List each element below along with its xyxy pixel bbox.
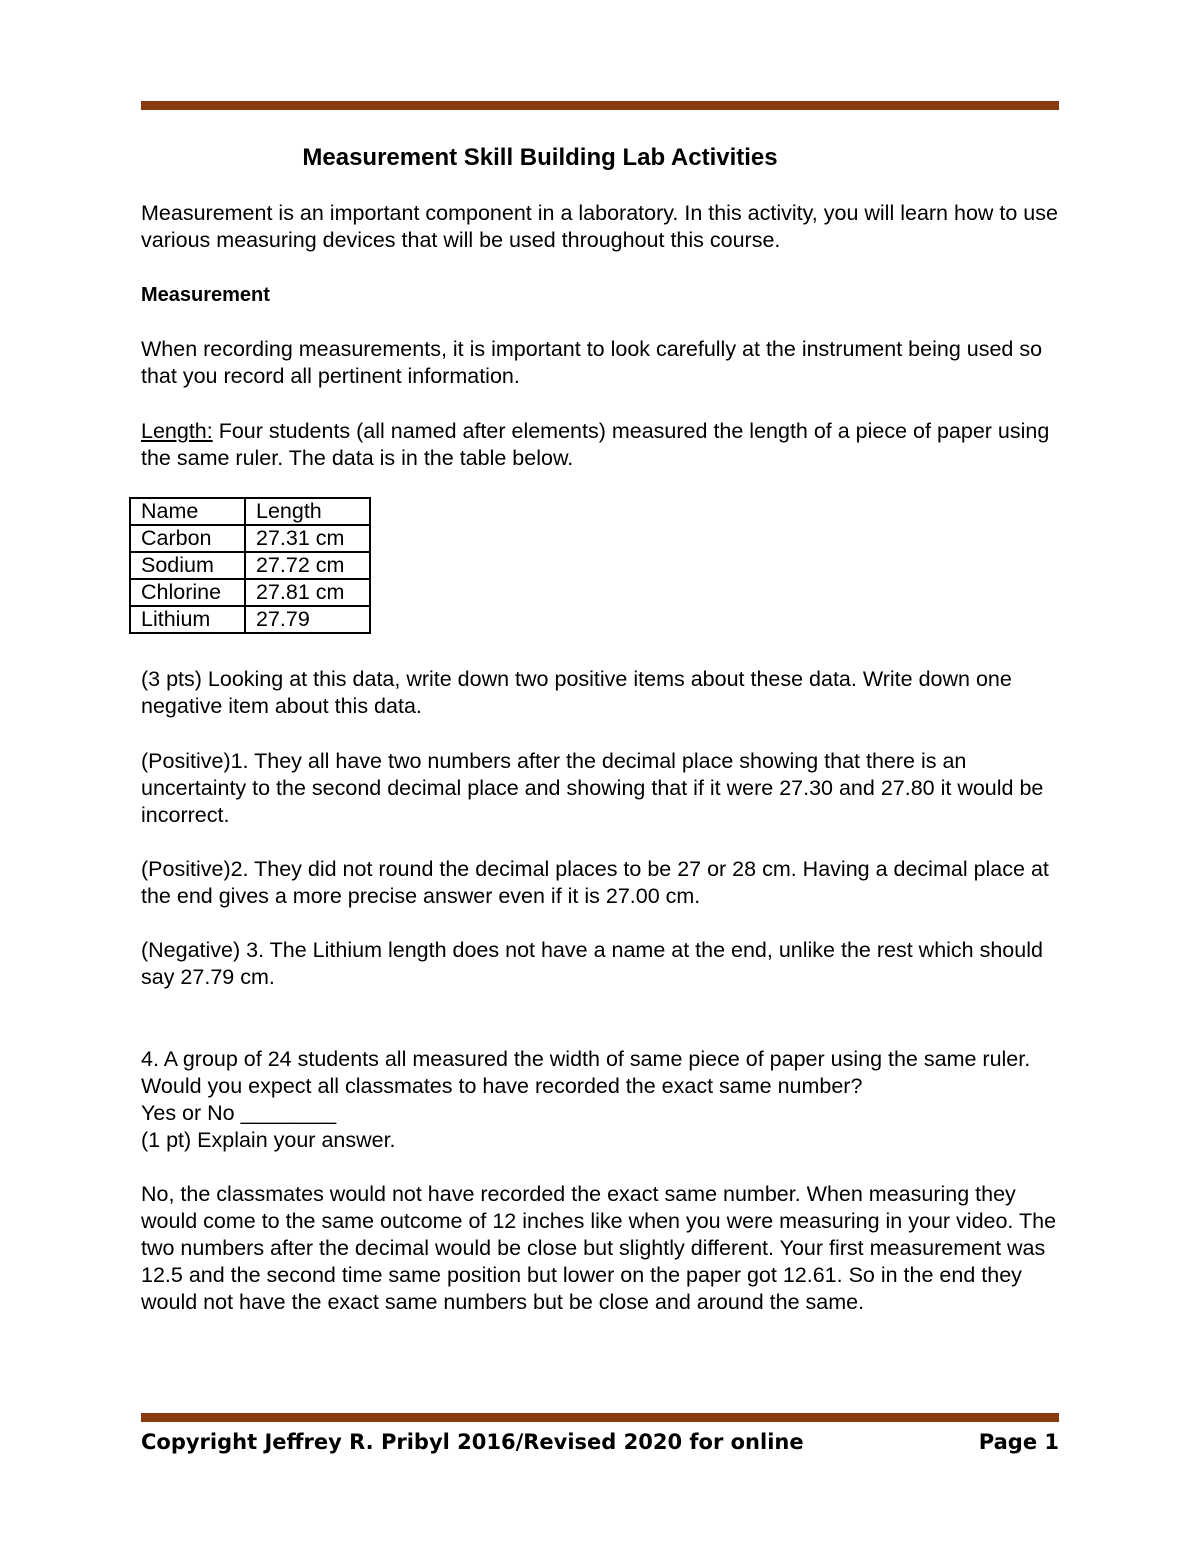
length-text: Four students (all named after elements) measured the length of a piece of paper using the same ruler. The data is in the table below. [141, 419, 1050, 470]
footer-copyright: Copyright Jeffrey R. Pribyl 2016/Revised 2020 for online [141, 1430, 804, 1454]
answer-negative-3: (Negative) 3. The Lithium length does not have a name at the end, unlike the rest which should say 27.79 cm. [141, 938, 1043, 989]
table-cell-length: 27.31 cm [245, 525, 370, 552]
table-header-name: Name [130, 498, 245, 525]
footer-page-number: Page 1 [978, 1430, 1059, 1454]
length-label: Length: [141, 419, 213, 443]
question-4: 4. A group of 24 students all measured the width of same piece of paper using the same ruler. Would you expect all classmates to have recorded the exact same number? [141, 1047, 1031, 1098]
question-4-yes-no: Yes or No ________ [141, 1101, 337, 1125]
table-cell-name: Chlorine [130, 579, 245, 606]
table-cell-length: 27.72 cm [245, 552, 370, 579]
page-footer [141, 1428, 1059, 1456]
answer-positive-1: (Positive)1. They all have two numbers after the decimal place showing that there is an uncertainty to the second decimal place and showing that if it were 27.30 and 27.80 it would be incorrect. [141, 749, 1044, 827]
intro-paragraph: Measurement is an important component in a laboratory. In this activity, you will learn how to use various measuring devices that will be used throughout this course. [141, 201, 1058, 252]
table-cell-length: 27.79 [245, 606, 370, 633]
bottom-rule [141, 1413, 1059, 1422]
table-row [130, 606, 370, 633]
table-row [130, 552, 370, 579]
table-header-row [130, 498, 370, 525]
section-heading: Measurement [141, 284, 270, 306]
recording-paragraph: When recording measurements, it is important to look carefully at the instrument being used so that you record all pertinent information. [141, 337, 1043, 388]
table-cell-length: 27.81 cm [245, 579, 370, 606]
table-cell-name: Carbon [130, 525, 245, 552]
length-table [129, 497, 371, 634]
answer-positive-2: (Positive)2. They did not round the decimal places to be 27 or 28 cm. Having a decimal place at the end gives a more precise answer even if it is 27.00 cm. [141, 857, 1049, 908]
page-title: Measurement Skill Building Lab Activities [302, 144, 778, 171]
table-cell-name: Sodium [130, 552, 245, 579]
table-header-length: Length [245, 498, 370, 525]
length-paragraph [141, 418, 1059, 472]
table-row [130, 579, 370, 606]
table-cell-name: Lithium [130, 606, 245, 633]
question-3pts: (3 pts) Looking at this data, write down two positive items about these data. Write down one negative item about this data. [141, 667, 1012, 718]
table-row [130, 525, 370, 552]
answer-4: No, the classmates would not have recorded the exact same number. When measuring they would come to the same outcome of 12 inches like when you were measuring in your video. The two numbers after the decimal would be close but slightly different. Your first measurement was 12.5 and the second time same position but lower on the paper got 12.61. So in the end they would not have the exact same numbers but be close and around the same. [141, 1182, 1057, 1314]
question-4-explain: (1 pt) Explain your answer. [141, 1128, 396, 1152]
top-rule [141, 101, 1059, 110]
